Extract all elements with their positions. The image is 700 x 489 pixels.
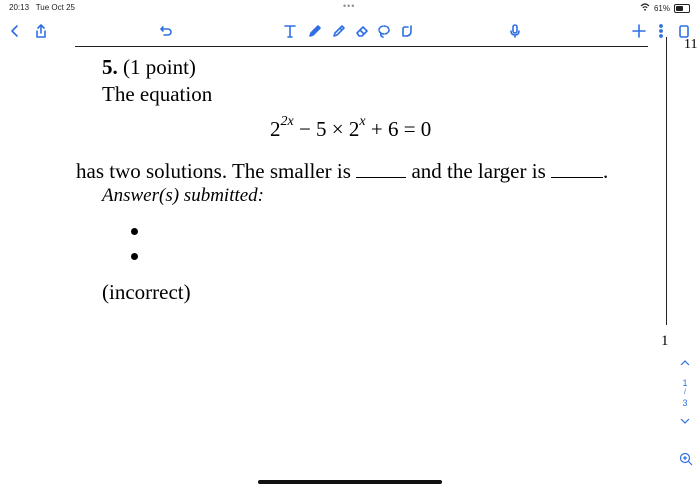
more-icon[interactable] — [651, 21, 671, 41]
problem-intro: The equation — [102, 82, 213, 106]
page-down-icon[interactable] — [677, 417, 693, 427]
home-indicator[interactable] — [258, 480, 442, 484]
result-status: (incorrect) — [102, 280, 191, 304]
battery-icon — [674, 4, 690, 13]
multitasking-dots[interactable]: ••• — [343, 1, 356, 11]
status-indicators — [640, 3, 690, 13]
answers-submitted-label: Answer(s) submitted: — [102, 185, 265, 206]
pen-icon[interactable] — [305, 21, 325, 41]
eraser-icon[interactable] — [352, 21, 372, 41]
microphone-icon[interactable] — [505, 21, 525, 41]
toolbar — [0, 16, 700, 46]
page-up-icon[interactable] — [677, 358, 693, 368]
top-fragment: 11 — [684, 37, 698, 52]
lasso-icon[interactable] — [374, 21, 394, 41]
answer-bullet — [131, 253, 138, 260]
back-icon[interactable] — [5, 21, 25, 41]
battery-percent: 61% — [653, 3, 670, 13]
problem-statement: has two solutions. The smaller is and the larger is . — [76, 159, 609, 183]
highlighter-icon[interactable] — [329, 21, 349, 41]
page-number: 1 — [661, 333, 669, 349]
zoom-in-icon[interactable] — [678, 452, 694, 468]
status-bar — [0, 0, 700, 16]
problem-number: 5. — [102, 55, 118, 79]
answer-blank-larger[interactable] — [551, 177, 603, 178]
problem-header — [102, 55, 196, 80]
shapes-icon[interactable] — [397, 21, 417, 41]
status-time-date: 20:13 Tue Oct 25 — [9, 3, 75, 12]
page-indicator: 1 / 3 — [682, 378, 688, 408]
wifi-icon — [640, 3, 650, 13]
answer-bullet — [131, 228, 138, 235]
text-tool-icon[interactable] — [280, 21, 300, 41]
page-top-rule — [75, 46, 648, 47]
page-right-border — [666, 37, 667, 325]
undo-icon[interactable] — [156, 21, 176, 41]
add-icon[interactable] — [629, 21, 649, 41]
share-icon[interactable] — [31, 21, 51, 41]
answer-blank-smaller[interactable] — [356, 177, 406, 178]
equation: $2^{2x} - 5 \times 2^x + 6 = 0$ — [270, 114, 432, 141]
problem-points: (1 point) — [123, 55, 196, 79]
